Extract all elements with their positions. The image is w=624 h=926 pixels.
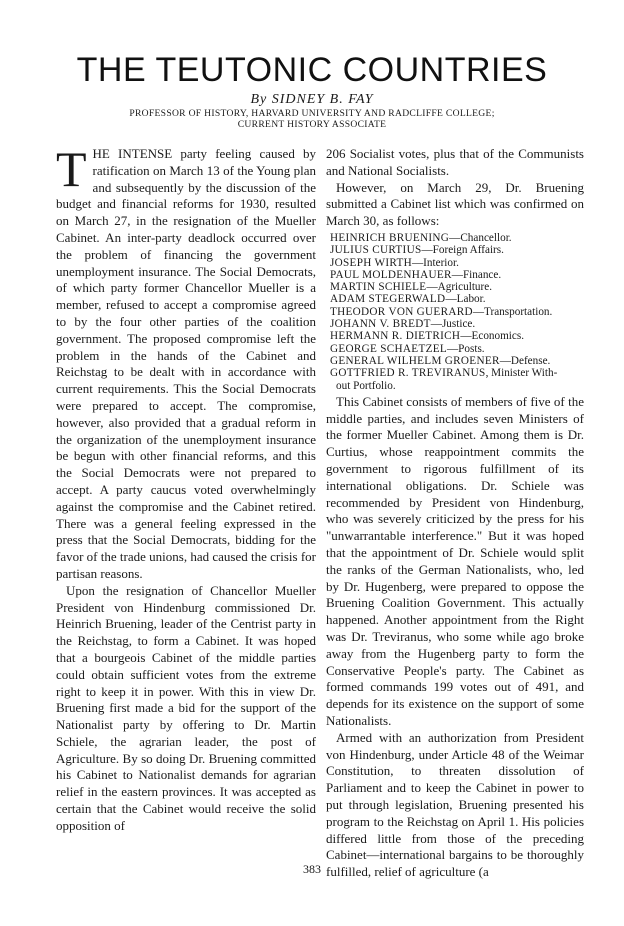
minister-post: Foreign Affairs. — [432, 244, 504, 257]
minister-post: Economics. — [471, 330, 525, 343]
minister-name: PAUL MOLDENHAUER — [330, 268, 452, 281]
cabinet-list-continuation: out Portfolio. — [336, 379, 396, 392]
cabinet-list-item: ADAM STEGERWALD—Labor. — [330, 293, 486, 306]
minister-name: GENERAL WILHELM GROENER — [330, 354, 500, 367]
minister-post: Posts. — [458, 342, 485, 355]
minister-post: Transportation. — [484, 305, 553, 318]
cabinet-list-item: THEODOR VON GUERARD—Transportation. — [330, 305, 553, 318]
minister-name: HEINRICH BRUENING — [330, 231, 450, 244]
cabinet-list-item: PAUL MOLDENHAUER—Finance. — [330, 268, 502, 281]
minister-post: Defense. — [510, 354, 551, 367]
paragraph-opening — [56, 141, 316, 583]
cabinet-list-item: MARTIN SCHIELE—Agriculture. — [330, 281, 493, 294]
cabinet-list-item: JOSEPH WIRTH—Interior. — [330, 256, 459, 269]
minister-name: MARTIN SCHIELE — [330, 281, 427, 294]
minister-post: Chancellor. — [460, 231, 512, 244]
minister-post: Agriculture. — [437, 281, 493, 294]
left-column — [56, 141, 316, 835]
minister-name: JOSEPH WIRTH — [330, 256, 412, 269]
minister-name: THEODOR VON GUERARD — [330, 305, 473, 318]
minister-name: JULIUS CURTIUS — [330, 244, 422, 257]
minister-post: Interior. — [423, 256, 459, 269]
drop-cap: T — [56, 141, 87, 197]
cabinet-list-item: GEORGE SCHAETZEL—Posts. — [330, 342, 485, 355]
paragraph-socialist-votes: 206 Socialist votes, plus that of the Communists and National Socialists. — [326, 146, 584, 178]
cabinet-list-item: GENERAL WILHELM GROENER—Defense. — [330, 354, 551, 367]
paragraph-cabinet-composition: This Cabinet consists of members of five of the middle parties, and includes seven Ministers of the former Mueller Cabinet. Among them is Dr. Curtius, whose reappointment commits the government to rigorous fulfillment of its international obligations. Dr. Schiele was recommended by President von Hindenburg, who was severely criticized by the press for his "unwarrantable interference." But it was hoped that the appointment of Dr. Schiele would split the ranks of the German Nationalists, who, led by Dr. Hugenberg, were prepared to oppose the Bruening Coalition Government. This actually happened. Another appointment from the Right was Dr. Treviranus, who some while ago broke away from the Hugenberg party to form the Conservative People's party. The Cabinet as formed commands 199 votes out of 491, and depends for its existence on the support of some Nationalists. — [326, 393, 584, 728]
cabinet-list-item: HEINRICH BRUENING—Chancellor. — [330, 231, 512, 244]
minister-post: Finance. — [462, 268, 502, 281]
minister-name: HERMANN R. DIETRICH — [330, 330, 461, 343]
affiliation-line-1: PROFESSOR OF HISTORY, HARVARD UNIVERSITY AND RADCLIFFE COLLEGE; — [129, 108, 495, 119]
affiliation-line-2: CURRENT HISTORY ASSOCIATE — [237, 119, 387, 130]
minister-post: Minister With- — [491, 367, 558, 380]
minister-name: JOHANN V. BREDT — [330, 318, 431, 331]
right-column — [326, 146, 584, 881]
cabinet-list-item: JULIUS CURTIUS—Foreign Affairs. — [330, 244, 504, 257]
paragraph-bruening-program: Armed with an authorization from President von Hindenburg, under Article 48 of the Weimar Constitution, to threaten dissolution of Parliament and to keep the Cabinet in power to put through legislation, Bruening presented his program to the Reichstag on April 1. His policies differed little from those of the preceding Cabinet—international bargains to be thoroughly fulfilled, relief of agriculture (a — [326, 729, 584, 880]
minister-post: Justice. — [441, 318, 476, 331]
minister-post: Labor. — [456, 293, 486, 306]
minister-name: GOTTFRIED R. TREVIRANUS — [330, 367, 486, 380]
minister-name: GEORGE SCHAETZEL — [330, 342, 447, 355]
cabinet-list-item: JOHANN V. BREDT—Justice. — [330, 318, 476, 331]
page-number: 383 — [303, 862, 321, 876]
article-title: THE TEUTONIC COUNTRIES — [76, 51, 548, 89]
minister-name: ADAM STEGERWALD — [330, 293, 446, 306]
author-affiliation — [0, 108, 624, 130]
paragraph-bruening-commission: Upon the resignation of Chancellor Mueller President von Hindenburg commissioned Dr. Heinrich Bruening, leader of the Centrist party in the Reichstag, to form a Cabinet. It was hoped that a bourgeois Cabinet of the middle parties could obtain sufficient votes from the extreme right to keep it in power. With this in view Dr. Bruening first made a bid for the support of the Nationalist party by offering to Dr. Martin Schiele, the agrarian leader, the post of Agriculture. By so doing Dr. Bruening committed his Cabinet to Nationalist demands for agrarian relief in the eastern provinces. It was accepted as certain that the Cabinet would receive the solid opposition of — [56, 582, 316, 833]
article-byline: By SIDNEY B. FAY — [250, 92, 374, 107]
cabinet-list-item: HERMANN R. DIETRICH—Economics. — [330, 330, 525, 343]
cabinet-list-item: GOTTFRIED R. TREVIRANUS, Minister With- — [330, 367, 558, 380]
paragraph-opening-text: HE INTENSE party feeling caused by ratification on March 13 of the Young plan and subsequently by the discussion of the budget and financial reforms for 1930, resulted on March 27, in the resignation of the Mueller Cabinet. An inter-party deadlock occurred over the problem of financing the government unemployment insurance. The Social Democrats, of which party former Chancellor Mueller is a member, refused to accept a compromise agreed to by the four other parties of the coalition government. The proposed compromise left the problem in the hands of the Cabinet and Reichstag to be dealt with in accordance with current requirements. This the Social Democrats were prepared to accept. The compromise, however, also provided that a gradual reform in the organization of the unemployment insurance be begun with other financial reforms, and this the Social Democrats were not prepared to accept. A party caucus voted overwhelmingly against the compromise and the Cabinet retired. There was a general feeling expressed in the press that the Social Democrats, bidding for the favor of the trade unions, had caused the crisis for partisan reasons. — [56, 146, 316, 581]
paragraph-cabinet-list-intro: However, on March 29, Dr. Bruening submitted a Cabinet list which was confirmed on March 30, as follows: — [326, 179, 584, 229]
cabinet-list — [330, 232, 584, 392]
